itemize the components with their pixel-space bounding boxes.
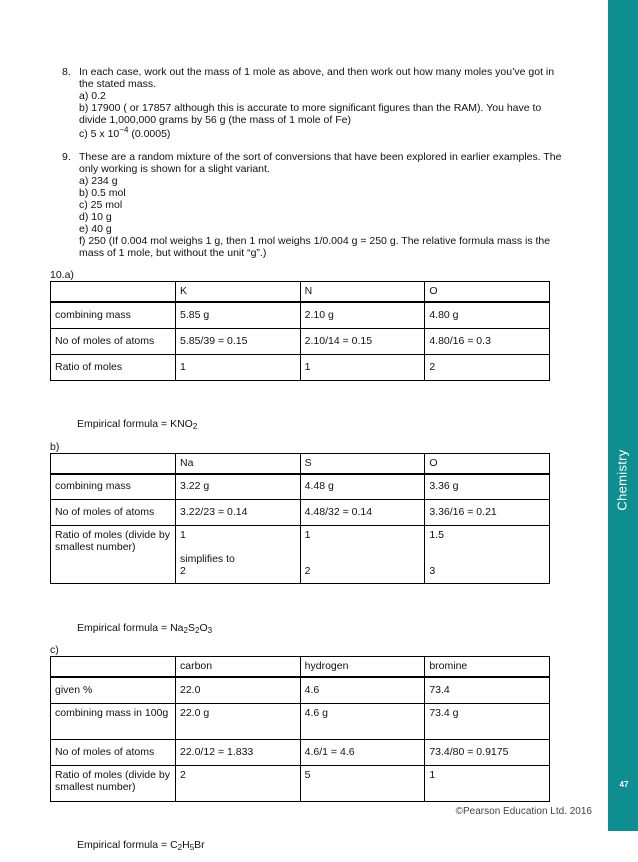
table-row: [51, 765, 550, 801]
table-row: [51, 474, 550, 500]
table-10a: [50, 281, 550, 381]
table-header-row: [51, 282, 550, 303]
table-row: [51, 703, 550, 739]
answer-b: b) 0.5 mol: [79, 187, 126, 199]
empirical-formula-10b: [77, 622, 562, 634]
empirical-label: Empirical formula =: [77, 418, 171, 430]
table-cell: 3.22/23 = 0.14: [176, 500, 301, 526]
table-cell: [300, 526, 425, 584]
table-cell: 1: [176, 354, 301, 380]
answer-d: d) 10 g: [79, 211, 112, 223]
header-cell: hydrogen: [300, 657, 425, 678]
row-label: No of moles of atoms: [51, 739, 176, 765]
part-label-10a: 10.a): [50, 269, 74, 281]
table-cell: 4.6: [300, 677, 425, 703]
header-cell: bromine: [425, 657, 550, 678]
formula-part: Na: [170, 621, 184, 634]
empirical-formula-10a: [77, 418, 562, 430]
row-label: combining mass in 100g: [51, 703, 176, 739]
empirical-formula-10c: [77, 839, 562, 851]
answer-a: a) 234 g: [79, 175, 118, 187]
row-label: Ratio of moles (divide by smallest number): [51, 765, 176, 801]
table-cell: 1: [425, 765, 550, 801]
header-cell: Na: [176, 453, 301, 474]
table-cell: 5: [300, 765, 425, 801]
formula-part: Br: [194, 839, 205, 851]
table-cell: 3.36/16 = 0.21: [425, 500, 550, 526]
sidebar-band: [608, 0, 638, 831]
answer-c-decimal: (0.0005): [128, 128, 171, 140]
header-cell: [51, 282, 176, 303]
table-cell: 4.48 g: [300, 474, 425, 500]
row-label: No of moles of atoms: [51, 500, 176, 526]
header-cell: K: [176, 282, 301, 303]
table-cell: 73.4 g: [425, 703, 550, 739]
table-cell: [425, 526, 550, 584]
formula-subscript: 2: [192, 422, 198, 431]
table-cell: 3.22 g: [176, 474, 301, 500]
table-cell: 73.4/80 = 0.9175: [425, 739, 550, 765]
table-cell: 5.85 g: [176, 302, 301, 328]
header-cell: S: [300, 453, 425, 474]
table-cell: 3.36 g: [425, 474, 550, 500]
formula-part: C: [170, 839, 178, 851]
ratio-value: 1: [304, 529, 311, 541]
question-number: 8.: [62, 66, 71, 78]
answer-e: e) 40 g: [79, 223, 112, 235]
table-cell: 2: [425, 354, 550, 380]
table-cell: 5.85/39 = 0.15: [176, 328, 301, 354]
answer-c-base: c) 5 x 10: [79, 128, 120, 140]
row-label: Ratio of moles (divide by smallest number): [51, 526, 176, 584]
table-cell: 22.0/12 = 1.833: [176, 739, 301, 765]
header-cell: [51, 657, 176, 678]
simplifies-note: simplifies to: [180, 553, 235, 565]
page-content: [50, 66, 562, 862]
copyright-footer: ©Pearson Education Ltd. 2016: [455, 806, 592, 817]
page-number: 47: [619, 780, 629, 789]
subject-label: [611, 430, 635, 530]
formula-part: KNO: [170, 418, 193, 430]
formula-subscript: 5: [189, 843, 195, 852]
answer-a: a) 0.2: [79, 90, 106, 102]
table-cell: 1: [300, 354, 425, 380]
ratio-simplified: 2: [180, 565, 186, 577]
table-cell: 2.10/14 = 0.15: [300, 328, 425, 354]
ratio-simplified: 3: [429, 565, 436, 577]
answer-c: [79, 125, 562, 140]
formula-subscript: 2: [183, 625, 188, 635]
answer-b: b) 17900 ( or 17857 although this is accurate to more significant figures than the RAM). You have to divide 1,000,000 grams by 56 g (the mass of 1 mole of Fe): [79, 102, 542, 126]
formula-subscript: 2: [194, 625, 200, 635]
formula-subscript: 2: [177, 843, 183, 852]
empirical-label: Empirical formula =: [77, 621, 171, 634]
part-label-10c: c): [50, 644, 59, 656]
question-intro: These are a random mixture of the sort of conversions that have been explored in earlier examples. The only working is shown for a slight variant.: [79, 151, 562, 175]
ratio-value: 1: [180, 529, 186, 541]
table-cell: 22.0: [176, 677, 301, 703]
header-cell: N: [300, 282, 425, 303]
row-label: combining mass: [51, 474, 176, 500]
question-number: 9.: [62, 151, 71, 163]
table-cell: 2: [176, 765, 301, 801]
formula-part: S: [187, 621, 195, 634]
row-label: No of moles of atoms: [51, 328, 176, 354]
header-cell: [51, 453, 176, 474]
table-cell: 4.80/16 = 0.3: [425, 328, 550, 354]
table-row: [51, 526, 550, 584]
question-intro: In each case, work out the mass of 1 mole as above, and then work out how many moles you’ve got in the stated mass.: [79, 66, 555, 90]
table-row: [51, 328, 550, 354]
table-header-row: [51, 657, 550, 678]
formula-part: H: [182, 839, 190, 851]
table-row: [51, 677, 550, 703]
table-cell: 4.6 g: [300, 703, 425, 739]
header-cell: O: [425, 453, 550, 474]
table-10b: [50, 453, 550, 585]
table-cell: 4.48/32 = 0.14: [300, 500, 425, 526]
table-cell: [176, 526, 301, 584]
part-label-10b: b): [50, 440, 60, 453]
table-cell: 4.80 g: [425, 302, 550, 328]
empirical-label: Empirical formula =: [77, 839, 171, 851]
table-10c: [50, 656, 550, 802]
answer-f: f) 250 (If 0.004 mol weighs 1 g, then 1 mol weighs 1/0.004 g = 250 g. The relative formula mass is the mass of 1 mole, but without the unit “g”.): [79, 235, 551, 259]
table-cell: 22.0 g: [176, 703, 301, 739]
formula-subscript: 3: [207, 625, 213, 635]
ratio-value: 1.5: [429, 529, 444, 541]
formula-part: O: [199, 621, 208, 634]
row-label: combining mass: [51, 302, 176, 328]
table-header-row: [51, 453, 550, 474]
subject-text: Chemistry: [615, 449, 630, 511]
table-cell: 73.4: [425, 677, 550, 703]
table-cell: 4.6/1 = 4.6: [300, 739, 425, 765]
ratio-simplified: 2: [304, 565, 311, 577]
header-cell: carbon: [176, 657, 301, 678]
table-cell: 2.10 g: [300, 302, 425, 328]
table-row: [51, 739, 550, 765]
question-8: [62, 66, 562, 140]
answer-c-exponent: −4: [119, 125, 129, 135]
row-label: Ratio of moles: [51, 354, 176, 380]
table-row: [51, 500, 550, 526]
header-cell: O: [425, 282, 550, 303]
question-9: [62, 151, 562, 259]
table-row: [51, 354, 550, 380]
table-row: [51, 302, 550, 328]
answer-c: c) 25 mol: [79, 199, 123, 211]
row-label: given %: [51, 677, 176, 703]
